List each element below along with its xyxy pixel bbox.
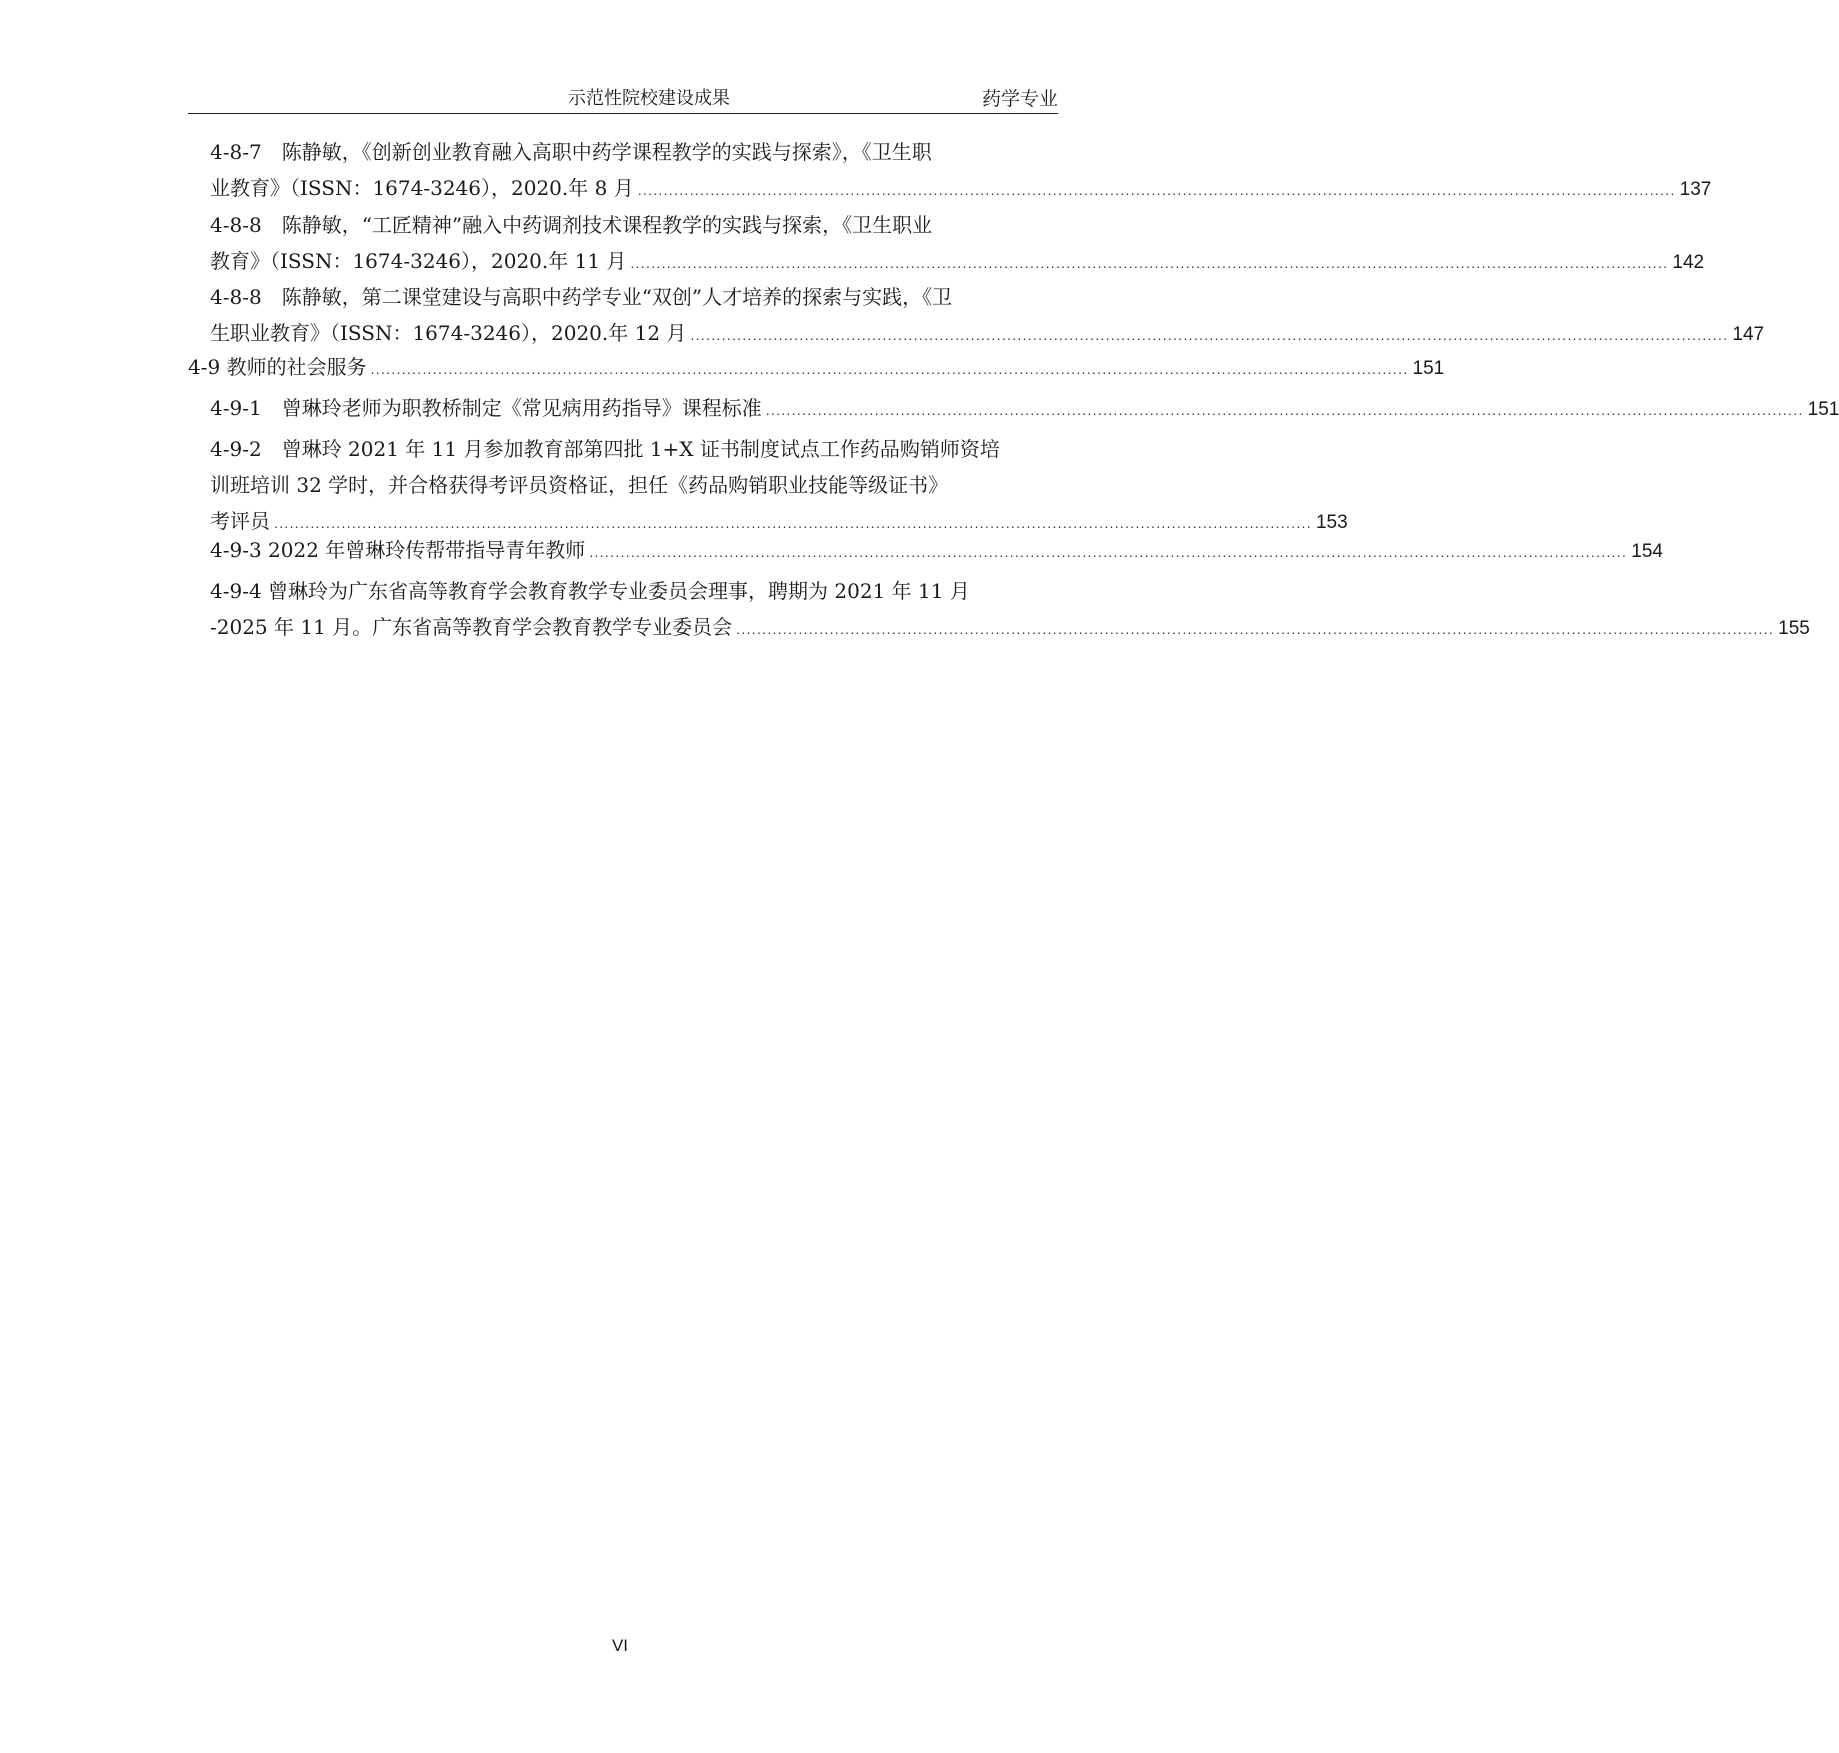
toc-entry-text: 4-8-8 陈静敏，第二课堂建设与高职中药学专业“双创”人才培养的探索与实践，《卫 xyxy=(210,285,953,309)
toc-entry[interactable] xyxy=(210,576,1810,648)
toc-entry-text: 业教育》（ISSN：1674-3246），2020.年 8 月 xyxy=(210,176,634,200)
toc-page-number: 137 xyxy=(1679,179,1712,200)
toc-entry-text: 4-8-7 陈静敏，《创新创业教育融入高职中药学课程教学的实践与探索》，《卫生职 xyxy=(210,140,932,164)
toc-leader-dots: ........................................................................................................................................................................................................ xyxy=(690,327,1729,343)
toc-page-number: 147 xyxy=(1732,324,1765,345)
toc-entry[interactable] xyxy=(210,535,1663,571)
toc-entry-text: 教育》（ISSN：1674-3246），2020.年 11 月 xyxy=(210,249,627,273)
page-number: VI xyxy=(611,1636,629,1655)
toc-entry[interactable] xyxy=(188,352,1445,388)
toc-leader-dots: ........................................................................................................................................................................................................ xyxy=(637,182,1676,198)
toc-entry-line xyxy=(210,393,1839,423)
toc-page-number: 153 xyxy=(1315,512,1348,533)
toc-entry-line xyxy=(210,535,1663,565)
toc-entry-line xyxy=(210,137,1058,167)
toc-page-number: 142 xyxy=(1672,252,1705,273)
toc-page-number: 151 xyxy=(1412,358,1445,379)
toc-entry-text: 4-9-2 曾琳玲 2021 年 11 月参加教育部第四批 1+X 证书制度试点工作药品购销师资培 xyxy=(210,437,1000,461)
toc-entry-line xyxy=(210,246,1705,276)
toc-entry-text: 4-9-4 曾琳玲为广东省高等教育学会教育教学专业委员会理事，聘期为 2021 年 11 月 xyxy=(210,579,970,603)
toc-leader-dots: ........................................................................................................................................................................................................ xyxy=(630,255,1669,271)
toc-leader-dots: ........................................................................................................................................................................................................ xyxy=(370,361,1409,377)
toc-entry[interactable] xyxy=(210,137,1712,209)
toc-leader-dots: ........................................................................................................................................................................................................ xyxy=(736,621,1775,637)
toc-entry-line xyxy=(210,282,1058,312)
toc-page-number: 155 xyxy=(1778,618,1810,639)
toc-entry[interactable] xyxy=(210,393,1839,429)
toc-entry-line xyxy=(210,210,1058,240)
toc-entry-line xyxy=(210,612,1810,642)
toc-entry-line xyxy=(210,506,1348,536)
toc-entry[interactable] xyxy=(210,282,1765,354)
header-section: 药学专业 xyxy=(981,88,1058,110)
toc-leader-dots: ........................................................................................................................................................................................................ xyxy=(589,544,1628,560)
toc-entry-text: 4-9 教师的社会服务 xyxy=(188,355,367,379)
toc-entry-text: 4-8-8 陈静敏，“工匠精神”融入中药调剂技术课程教学的实践与探索，《卫生职业 xyxy=(210,213,933,237)
toc-entry-line xyxy=(210,318,1765,348)
toc-entry-text: -2025 年 11 月。广东省高等教育学会教育教学专业委员会 xyxy=(210,615,733,639)
toc-entry-line xyxy=(210,576,1058,606)
toc-entry-text: 生职业教育》（ISSN：1674-3246），2020.年 12 月 xyxy=(210,321,687,345)
toc-leader-dots: ........................................................................................................................................................................................................ xyxy=(765,402,1804,418)
toc-entry-line xyxy=(210,434,1058,464)
toc-page-number: 151 xyxy=(1807,399,1839,420)
toc-entry-line xyxy=(210,173,1712,203)
toc-entry-line xyxy=(188,352,1445,382)
toc-page-number: 154 xyxy=(1631,541,1663,562)
header-title: 示范性院校建设成果 xyxy=(568,88,730,109)
toc-entry-text: 考评员 xyxy=(210,509,270,533)
toc-entry-line xyxy=(210,470,1058,500)
toc-entry-text: 训班培训 32 学时，并合格获得考评员资格证，担任《药品购销职业技能等级证书》 xyxy=(210,473,949,497)
toc-entry-text: 4-9-1 曾琳玲老师为职教桥制定《常见病用药指导》课程标准 xyxy=(210,396,762,420)
toc-entry[interactable] xyxy=(210,434,1348,542)
toc-entry[interactable] xyxy=(210,210,1705,282)
toc-leader-dots: ........................................................................................................................................................................................................ xyxy=(274,515,1312,531)
toc-entry-text: 4-9-3 2022 年曾琳玲传帮带指导青年教师 xyxy=(210,538,586,562)
